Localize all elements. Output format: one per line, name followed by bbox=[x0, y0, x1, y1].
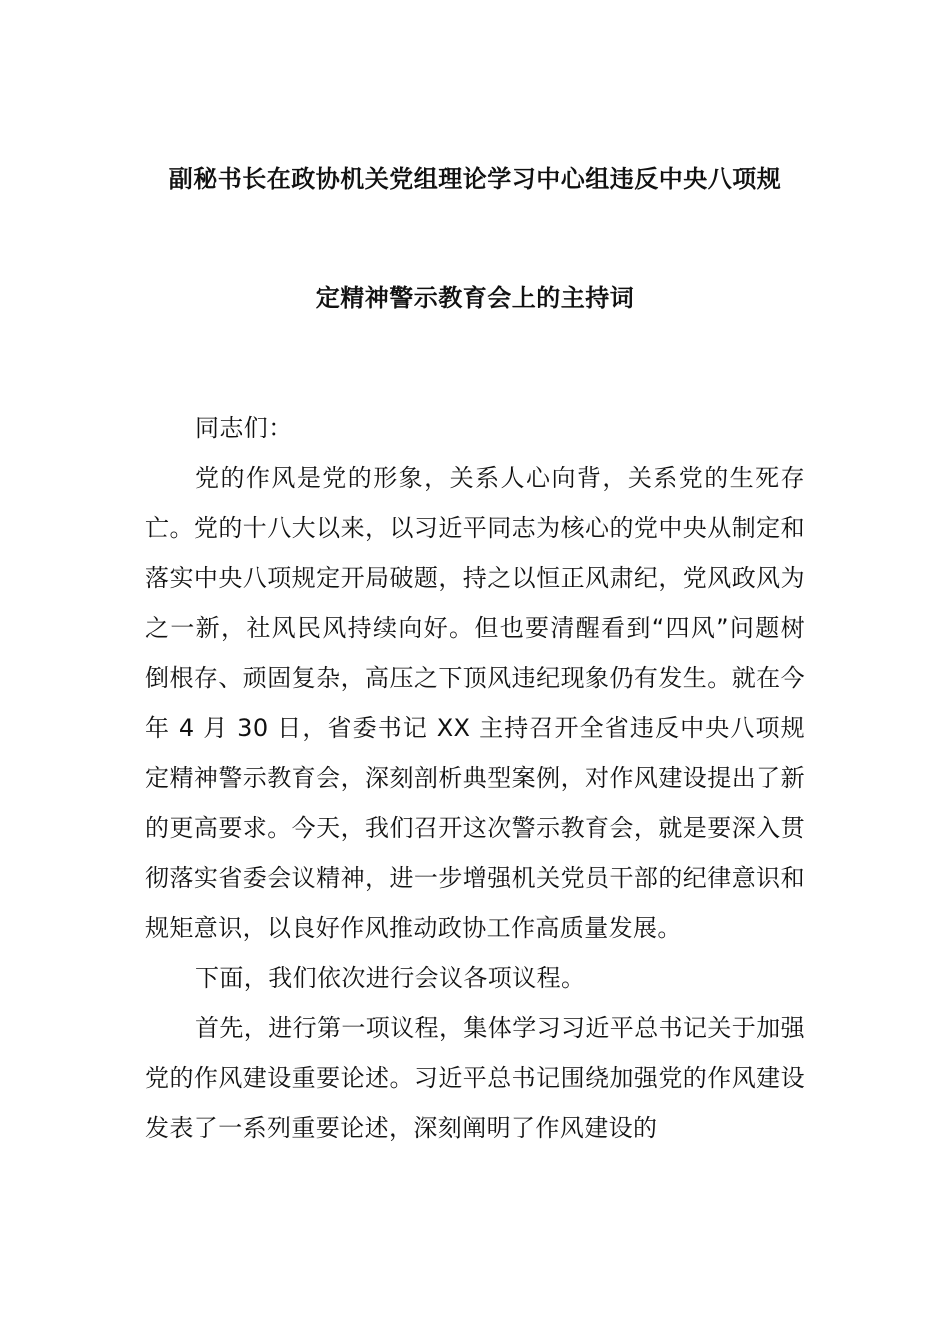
document-title-line-2: 定精神警示教育会上的主持词 bbox=[315, 284, 635, 312]
document-title-line-1: 副秘书长在政协机关党组理论学习中心组违反中央八项规 bbox=[168, 165, 782, 193]
body-paragraph: 党的作风是党的形象，关系人心向背，关系党的生死存亡。党的十八大以来，以习近平同志为核心的党中央从制定和落实中央八项规定开局破题，持之以恒正风肃纪，党风政风为之一新，社风民风持续向好。但也要清醒看到“四风”问题树倒根存、顽固复杂，高压之下顶风违纪现象仍有发生。就在今年 4 月 30 日，省委书记 XX 主持召开全省违反中央八项规定精神警示教育会，深刻剖析典型案例，对作风建设提出了新的更高要求。今天，我们召开这次警示教育会，就是要深入贯彻落实省委会议精神，进一步增强机关党员干部的纪律意识和规矩意识，以良好作风推动政协工作高质量发展。 bbox=[145, 464, 805, 942]
salutation-paragraph: 同志们： bbox=[195, 414, 293, 442]
body-paragraph: 首先，进行第一项议程，集体学习习近平总书记关于加强党的作风建设重要论述。习近平总书记围绕加强党的作风建设发表了一系列重要论述，深刻阐明了作风建设的 bbox=[145, 1014, 805, 1142]
document-body bbox=[145, 403, 805, 1153]
body-paragraph: 下面，我们依次进行会议各项议程。 bbox=[195, 964, 586, 992]
